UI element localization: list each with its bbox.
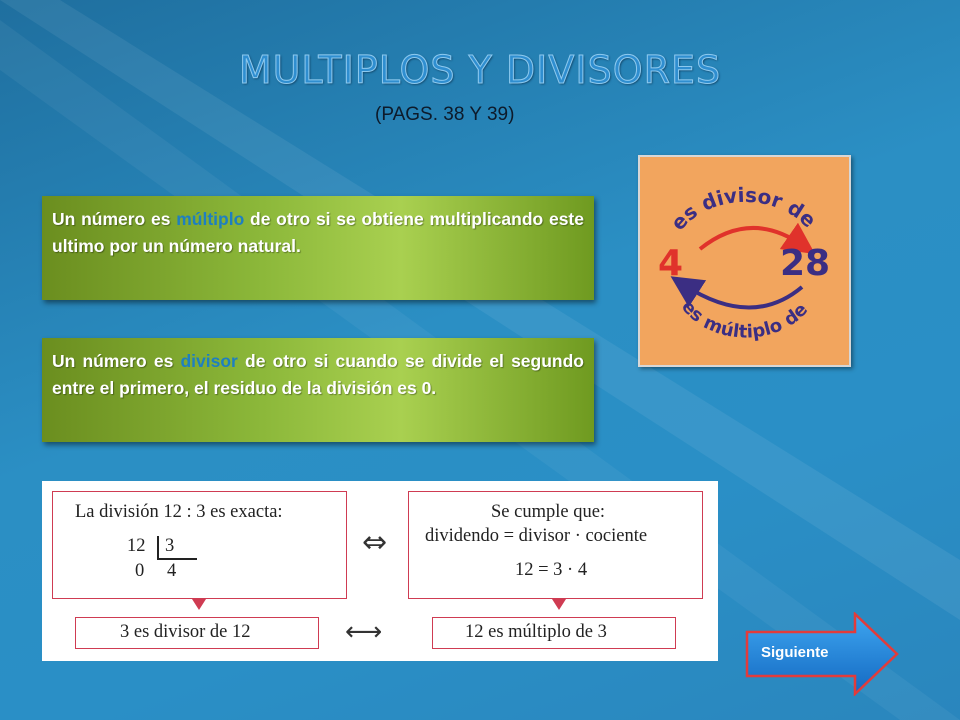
page-title: MULTIPLOS Y DIVISORES (238, 48, 722, 92)
division-divisor: 3 (165, 536, 175, 556)
top-arc-label: es divisor de (665, 182, 822, 235)
exact-division-box (52, 491, 347, 599)
multiple-statement: 12 es múltiplo de 3 (465, 622, 607, 642)
down-triangle-icon (552, 599, 566, 610)
keyword-multiplo: múltiplo (176, 209, 245, 229)
double-arrow-icon: ⟷ (345, 617, 383, 647)
rule-heading: Se cumple que: (491, 502, 606, 522)
down-triangle-icon (192, 599, 206, 610)
multiple-statement-box (432, 617, 676, 649)
keyword-divisor: divisor (180, 351, 238, 371)
division-bracket-horizontal (157, 558, 197, 560)
definition-text: Un número es (52, 209, 177, 229)
equivalence-icon: ⇔ (362, 525, 388, 560)
next-button[interactable] (745, 612, 900, 696)
divisor-definition-box (42, 338, 594, 442)
next-button-label: Siguiente (761, 644, 829, 661)
relation-diagram-svg (640, 157, 849, 365)
quotient: 4 (167, 561, 177, 581)
division-example-panel (42, 481, 718, 661)
definition-text: Un número es (52, 351, 181, 371)
rule-example: 12 = 3 · 4 (515, 560, 588, 580)
page-subtitle: (PAGS. 38 Y 39) (375, 104, 515, 125)
rule-formula: dividendo = divisor · cociente (425, 526, 648, 546)
remainder: 0 (135, 561, 145, 581)
definition-text: de otro si cuando se divide el segundo entre el primero, el residuo de la división es 0. (52, 351, 584, 398)
divisor-statement-box (75, 617, 319, 649)
bottom-arc-label: es múltiplo de (677, 296, 812, 343)
divisor-statement: 3 es divisor de 12 (120, 622, 251, 642)
divisor-multiple-relation-diagram (638, 155, 851, 367)
left-number: 4 (658, 243, 684, 284)
blue-arrow-icon (684, 285, 802, 308)
multiple-definition-box (42, 196, 594, 300)
definition-text: de otro si se obtiene multiplicando este ultimo por un número natural. (52, 209, 584, 256)
dividend: 12 (127, 536, 146, 556)
division-bracket-vertical (157, 536, 159, 558)
right-number: 28 (780, 243, 831, 284)
division-heading: La división 12 : 3 es exacta: (75, 502, 283, 522)
rule-box (408, 491, 703, 599)
